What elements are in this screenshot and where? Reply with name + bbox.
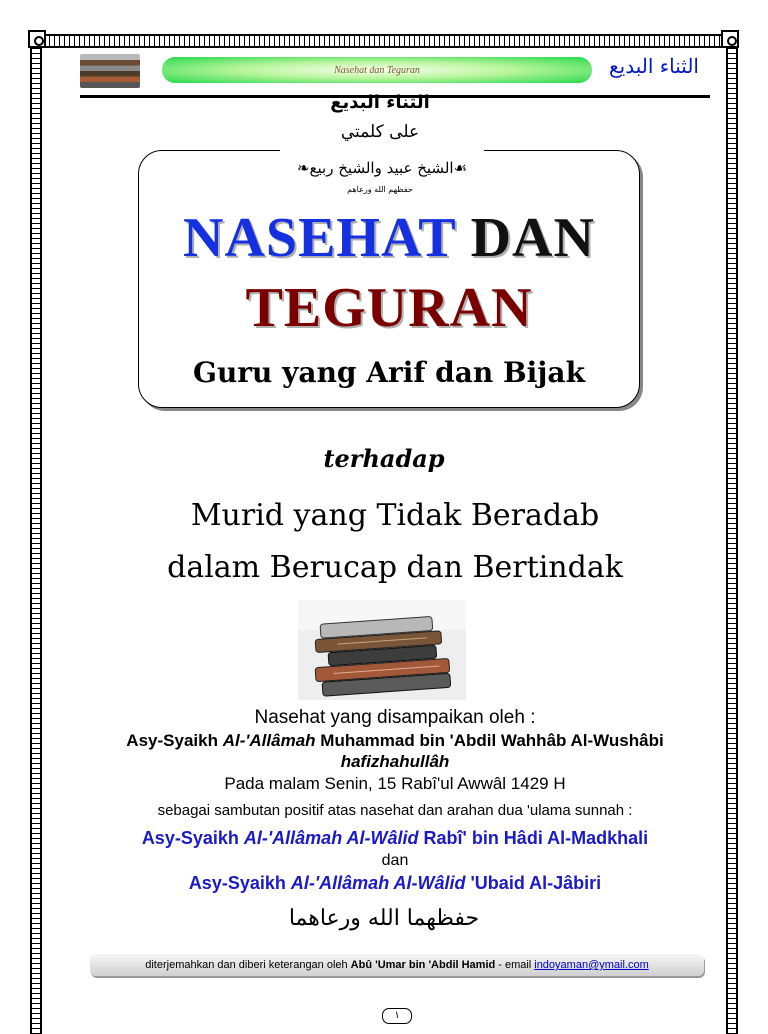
- main-title-line2: TEGURAN: [245, 277, 533, 339]
- scholar-2-name: 'Ubaid Al-Jâbiri: [470, 873, 602, 893]
- scholar-2: [0, 873, 768, 894]
- scholar-1: [0, 828, 768, 849]
- main-subtitle: Guru yang Arif dan Bijak: [193, 356, 585, 389]
- arabic-dua-small: حفظهم الله ورعاهم: [347, 185, 413, 194]
- translator-credit-bar: [90, 954, 704, 976]
- ornament-icon: ☙: [453, 159, 468, 177]
- speaker-name: Muhammad bin 'Abdil Wahhâb Al-Wushâbi: [320, 731, 664, 750]
- conjunction-dan: dan: [381, 852, 409, 869]
- scholar-1-name: Rabî' bin Hâdi Al-Madkhali: [423, 828, 649, 848]
- speaker-honorific: hafizhahullâh: [340, 752, 450, 771]
- topic-line-1: Murid yang Tidak Beradab: [190, 498, 600, 533]
- connector-text: terhadap: [323, 444, 445, 473]
- ornament-icon: ❧: [296, 159, 310, 177]
- scholar-2-title: Al-'Allâmah Al-Wâlid: [290, 873, 466, 893]
- speaker-line: [0, 731, 768, 751]
- scholar-1-prefix: Asy-Syaikh: [141, 828, 239, 848]
- title-word-nasehat: NASEHAT: [183, 207, 456, 269]
- translator-name: Abû 'Umar bin 'Abdil Hamid: [350, 959, 496, 971]
- header-title-banner: [162, 57, 592, 83]
- arabic-title: الثناء البديع: [330, 92, 430, 113]
- scholar-2-prefix: Asy-Syaikh: [188, 873, 286, 893]
- email-link[interactable]: indoyaman@ymail.com: [534, 959, 649, 971]
- page-border-top: [30, 34, 738, 48]
- arabic-names: [282, 148, 482, 188]
- arabic-subtitle: على كلمتي: [340, 122, 420, 142]
- page-number: ١: [382, 1008, 412, 1024]
- topic-line-2: dalam Berucap dan Bertindak: [167, 550, 623, 585]
- credit-prefix: diterjemahkan dan diberi keterangan oleh: [145, 959, 348, 971]
- header-books-image: [80, 54, 140, 88]
- main-title-line1: [138, 206, 640, 270]
- speaker-title: Al-'Allâmah: [222, 731, 316, 750]
- nasehat-intro: Nasehat yang disampaikan oleh :: [254, 707, 536, 728]
- header-title: Nasehat dan Teguran: [334, 64, 420, 76]
- response-line: sebagai sambutan positif atas nasehat dan arahan dua 'ulama sunnah :: [157, 802, 633, 819]
- books-illustration: [298, 600, 466, 700]
- title-word-dan: DAN: [470, 207, 595, 269]
- date-line: Pada malam Senin, 15 Rabî'ul Awwâl 1429 H: [224, 774, 566, 793]
- arabic-dua: حفظهما الله ورعاهما: [288, 906, 480, 931]
- arabic-names-text: الشيخ عبيد والشيخ ربيع: [309, 159, 454, 177]
- email-label: - email: [498, 959, 532, 971]
- speaker-prefix: Asy-Syaikh: [126, 731, 218, 750]
- header-arabic-title: الثناء البديع: [609, 54, 699, 78]
- scholar-1-title: Al-'Allâmah Al-Wâlid: [243, 828, 419, 848]
- border-corner-ornament: [28, 30, 46, 48]
- border-corner-ornament: [721, 30, 739, 48]
